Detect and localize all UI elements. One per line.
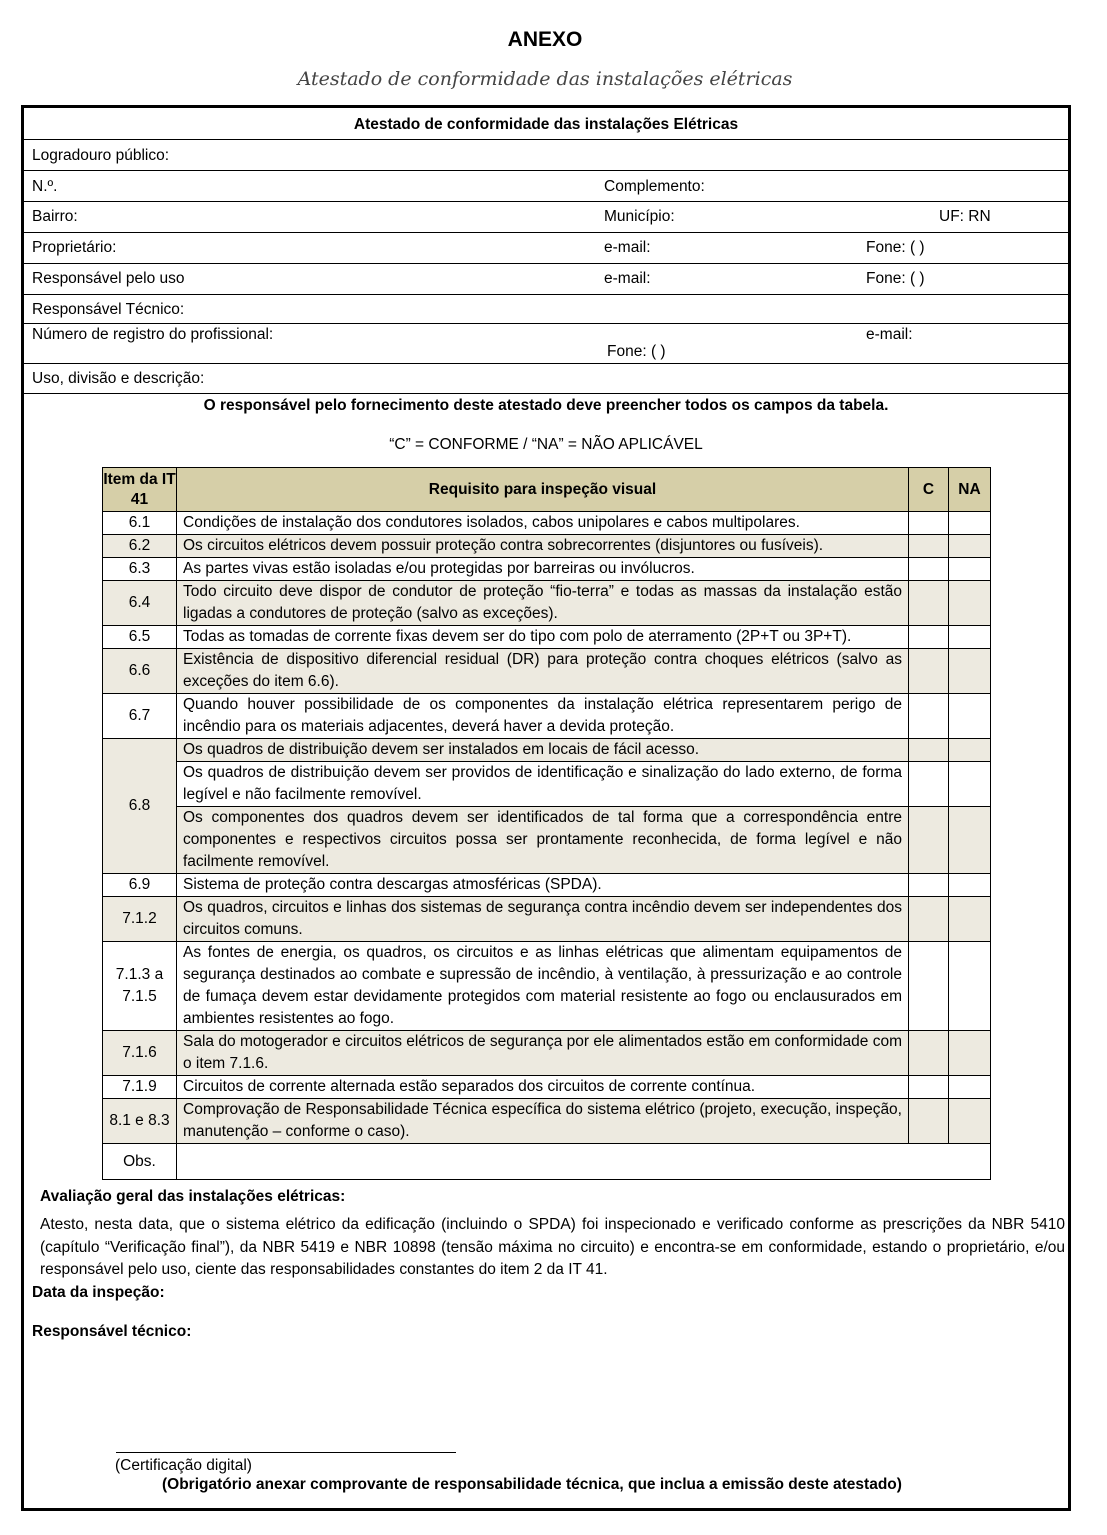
responsavel-tecnico-row[interactable]	[24, 295, 1068, 324]
na-checkbox[interactable]	[949, 874, 991, 897]
na-checkbox[interactable]	[949, 762, 991, 807]
requirement-text: Todo circuito deve dispor de condutor de proteção “fio-terra” e todas as massas da instalação estão ligadas a condutores de proteção (salvo as exceções).	[177, 581, 909, 626]
requirement-header: Requisito para inspeção visual	[177, 468, 909, 512]
responsavel-uso-label: Responsável pelo uso	[32, 270, 185, 287]
form-title: Atestado de conformidade das instalações Elétricas	[353, 116, 739, 133]
c-checkbox[interactable]	[909, 694, 949, 739]
table-row	[103, 535, 991, 558]
table-row	[103, 897, 991, 942]
item-number: 6.8	[103, 739, 177, 874]
requirement-text: Quando houver possibilidade de os componentes da instalação elétrica representarem perigo de incêndio para os materiais adjacentes, deverá haver a devida proteção.	[177, 694, 909, 739]
numero-row[interactable]	[24, 171, 1068, 202]
complemento-label: Complemento:	[604, 178, 705, 195]
table-header-row	[103, 468, 991, 512]
requirement-text: Os componentes dos quadros devem ser identificados de tal forma que a correspondência entre componentes e respectivos circuitos possa ser prontamente reconhecida, de forma legível e não facilmente removível.	[177, 807, 909, 874]
requirement-text: Circuitos de corrente alternada estão separados dos circuitos de corrente contínua.	[177, 1076, 909, 1099]
na-checkbox[interactable]	[949, 1076, 991, 1099]
c-checkbox[interactable]	[909, 874, 949, 897]
na-checkbox[interactable]	[949, 694, 991, 739]
na-checkbox[interactable]	[949, 535, 991, 558]
table-row	[103, 581, 991, 626]
bairro-row[interactable]	[24, 202, 1068, 233]
table-row	[103, 1076, 991, 1099]
c-checkbox[interactable]	[909, 807, 949, 874]
c-checkbox[interactable]	[909, 762, 949, 807]
item-number: 6.4	[103, 581, 177, 626]
registro-email-label: e-mail:	[866, 326, 913, 343]
item-number: 6.6	[103, 649, 177, 694]
requirement-text: As fontes de energia, os quadros, os circuitos e as linhas elétricas que alimentam equipamentos de segurança destinados ao combate e supressão de incêndio, à ventilação, à pressurização e ao controle de fumaça devem estar devidamente protegidos com material resistente ao fogo ou enclausurados em ambientes resistentes ao fogo.	[177, 942, 909, 1031]
evaluation-text: Atesto, nesta data, que o sistema elétrico da edificação (incluindo o SPDA) foi inspecionado e verificado conforme as prescrições da NBR 5410 (capítulo “Verificação final”), da NBR 5419 e NBR 10898 (tensão máxima no circuito) e encontra-se em conformidade, estando o proprietário, e/ou responsável pelo uso, ciente das responsabilidades constantes do item 2 da IT 41.	[40, 1216, 1065, 1278]
requirement-text: Condições de instalação dos condutores isolados, cabos unipolares e cabos multipolares.	[177, 512, 909, 535]
na-checkbox[interactable]	[949, 739, 991, 762]
c-checkbox[interactable]	[909, 1076, 949, 1099]
table-row	[103, 739, 991, 762]
responsavel-uso-fone-label: Fone: ( )	[866, 270, 925, 287]
c-checkbox[interactable]	[909, 897, 949, 942]
c-checkbox[interactable]	[909, 535, 949, 558]
form-title-row	[24, 108, 1068, 140]
table-row	[103, 942, 991, 1031]
registro-label: Número de registro do profissional:	[32, 326, 274, 343]
table-row	[103, 807, 991, 874]
page-title: ANEXO	[507, 28, 583, 51]
responsavel-tecnico-label: Responsável Técnico:	[32, 301, 185, 318]
table-row	[103, 558, 991, 581]
inspection-table	[102, 467, 991, 1180]
form-frame	[21, 105, 1071, 1511]
registro-row[interactable]	[24, 324, 1068, 364]
table-row	[103, 694, 991, 739]
inspection-date-label: Data da inspeção:	[32, 1284, 165, 1301]
digital-certification-caption: (Certificação digital)	[115, 1457, 252, 1474]
c-checkbox[interactable]	[909, 581, 949, 626]
na-checkbox[interactable]	[949, 558, 991, 581]
registro-fone-label: Fone: ( )	[607, 343, 666, 360]
requirement-text: Os quadros, circuitos e linhas dos sistemas de segurança contra incêndio devem ser independentes dos circuitos comuns.	[177, 897, 909, 942]
na-checkbox[interactable]	[949, 942, 991, 1031]
item-number: 7.1.3 a 7.1.5	[103, 942, 177, 1031]
requirement-text: Os quadros de distribuição devem ser instalados em locais de fácil acesso.	[177, 739, 909, 762]
obs-field[interactable]	[177, 1144, 991, 1180]
na-checkbox[interactable]	[949, 649, 991, 694]
technical-responsible-label: Responsável técnico:	[32, 1323, 192, 1340]
c-checkbox[interactable]	[909, 1099, 949, 1144]
bairro-label: Bairro:	[32, 208, 78, 225]
c-header: C	[909, 468, 949, 512]
item-header: Item da IT 41	[103, 468, 177, 512]
na-checkbox[interactable]	[949, 626, 991, 649]
uso-row[interactable]	[24, 364, 1068, 394]
requirement-text: Os circuitos elétricos devem possuir proteção contra sobrecorrentes (disjuntores ou fusíveis).	[177, 535, 909, 558]
na-checkbox[interactable]	[949, 1099, 991, 1144]
page-subtitle: Atestado de conformidade das instalações elétricas	[297, 68, 793, 90]
table-row	[103, 1031, 991, 1076]
c-checkbox[interactable]	[909, 512, 949, 535]
evaluation-title: Avaliação geral das instalações elétricas:	[40, 1188, 346, 1205]
na-checkbox[interactable]	[949, 581, 991, 626]
table-row	[103, 1099, 991, 1144]
uso-label: Uso, divisão e descrição:	[32, 370, 205, 387]
item-number: 7.1.9	[103, 1076, 177, 1099]
proprietario-fone-label: Fone: ( )	[866, 239, 925, 256]
na-checkbox[interactable]	[949, 512, 991, 535]
responsavel-uso-email-label: e-mail:	[604, 270, 651, 287]
requirement-text: Existência de dispositivo diferencial residual (DR) para proteção contra choques elétricos (salvo as exceções do item 6.6).	[177, 649, 909, 694]
item-number: 6.2	[103, 535, 177, 558]
item-number: 6.9	[103, 874, 177, 897]
signature-line[interactable]	[116, 1452, 456, 1453]
responsavel-uso-row[interactable]	[24, 264, 1068, 295]
requirement-text: Sala do motogerador e circuitos elétricos de segurança por ele alimentados estão em conformidade com o item 7.1.6.	[177, 1031, 909, 1076]
c-checkbox[interactable]	[909, 739, 949, 762]
c-checkbox[interactable]	[909, 558, 949, 581]
requirement-text: As partes vivas estão isoladas e/ou protegidas por barreiras ou invólucros.	[177, 558, 909, 581]
c-checkbox[interactable]	[909, 626, 949, 649]
item-number: 6.5	[103, 626, 177, 649]
c-checkbox[interactable]	[909, 942, 949, 1031]
mandatory-note: (Obrigatório anexar comprovante de responsabilidade técnica, que inclua a emissão deste atestado)	[162, 1476, 902, 1493]
item-number: 6.3	[103, 558, 177, 581]
na-checkbox[interactable]	[949, 897, 991, 942]
table-row	[103, 649, 991, 694]
table-row	[103, 512, 991, 535]
item-number: 6.7	[103, 694, 177, 739]
na-checkbox[interactable]	[949, 807, 991, 874]
table-row	[103, 626, 991, 649]
na-checkbox[interactable]	[949, 1031, 991, 1076]
na-header: NA	[949, 468, 991, 512]
requirement-text: Comprovação de Responsabilidade Técnica específica do sistema elétrico (projeto, execução, inspeção, manutenção – conforme o caso).	[177, 1099, 909, 1144]
proprietario-row[interactable]	[24, 233, 1068, 264]
proprietario-email-label: e-mail:	[604, 239, 651, 256]
logradouro-row[interactable]	[24, 140, 1068, 171]
instruction-note: O responsável pelo fornecimento deste atestado deve preencher todos os campos da tabela.	[203, 397, 889, 414]
item-number: 6.1	[103, 512, 177, 535]
municipio-label: Município:	[604, 208, 675, 225]
requirement-text: Os quadros de distribuição devem ser providos de identificação e sinalização do lado externo, de forma legível e não facilmente removível.	[177, 762, 909, 807]
requirement-text: Todas as tomadas de corrente fixas devem ser do tipo com polo de aterramento (2P+T ou 3P+T).	[177, 626, 909, 649]
c-checkbox[interactable]	[909, 649, 949, 694]
table-row	[103, 762, 991, 807]
proprietario-label: Proprietário:	[32, 239, 117, 256]
table-row	[103, 874, 991, 897]
legend-note: “C” = CONFORME / “NA” = NÃO APLICÁVEL	[389, 436, 703, 453]
item-number: 7.1.6	[103, 1031, 177, 1076]
uf-label: UF: RN	[939, 208, 991, 225]
c-checkbox[interactable]	[909, 1031, 949, 1076]
numero-label: N.º.	[32, 178, 58, 195]
item-number: 8.1 e 8.3	[103, 1099, 177, 1144]
item-number: 7.1.2	[103, 897, 177, 942]
obs-row	[103, 1144, 991, 1180]
obs-label: Obs.	[103, 1144, 177, 1180]
logradouro-label: Logradouro público:	[32, 147, 170, 164]
requirement-text: Sistema de proteção contra descargas atmosféricas (SPDA).	[177, 874, 909, 897]
